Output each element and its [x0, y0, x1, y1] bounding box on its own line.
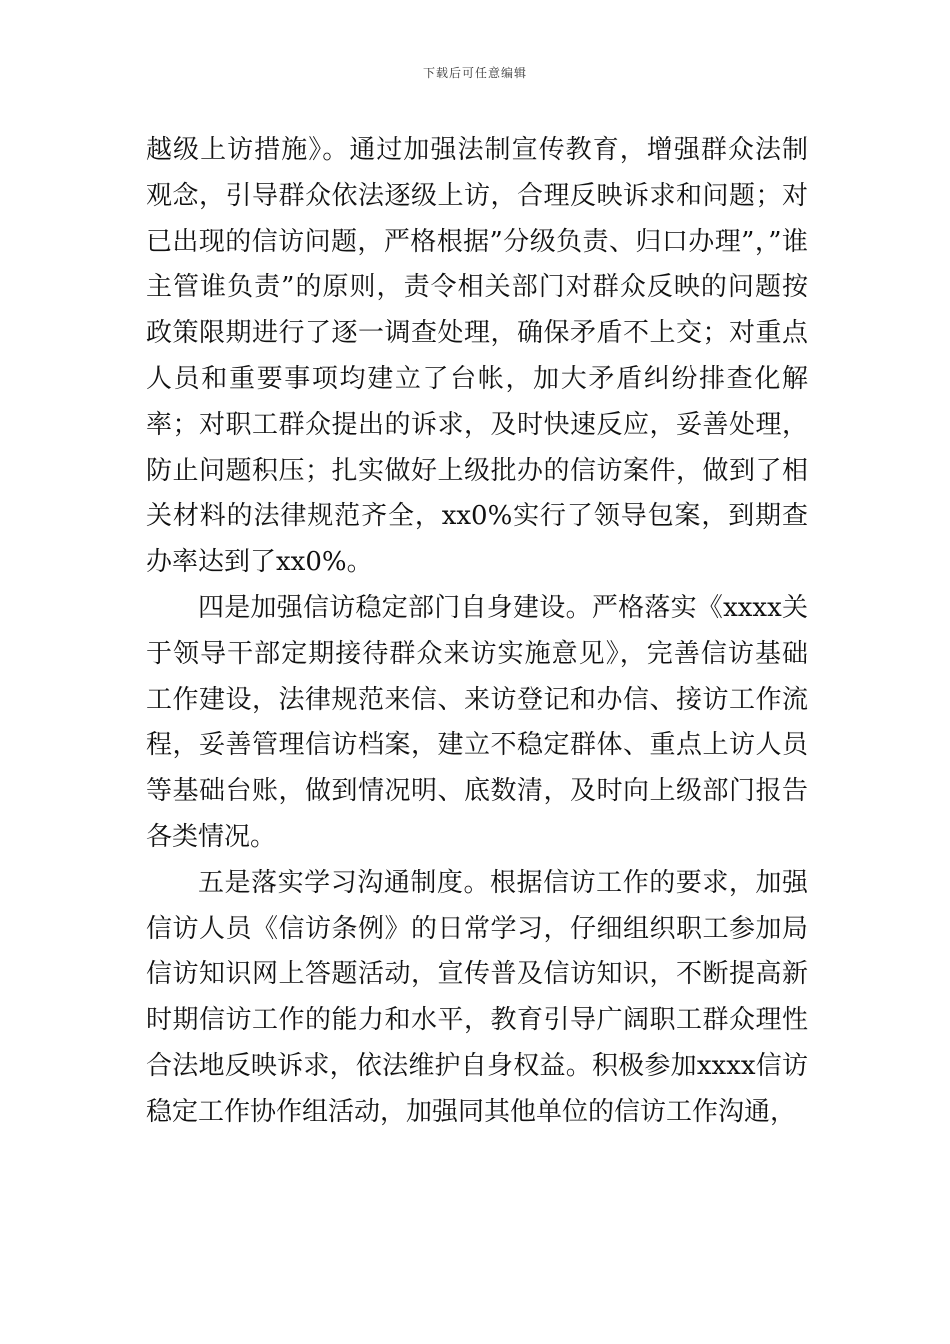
document-body [146, 128, 808, 1136]
paragraph-section-four: 四是加强信访稳定部门自身建设。严格落实《xxxx关于领导干部定期接待群众来访实施意见》，完善信访基础工作建设，法律规范来信、来访登记和办信、接访工作流程，妥善管理信访档案，建立不稳定群体、重点上访人员等基础台账，做到情况明、底数清，及时向上级部门报告各类情况。 [146, 592, 808, 852]
page-header: 下载后可任意编辑 [422, 66, 527, 80]
paragraph-section-five: 五是落实学习沟通制度。根据信访工作的要求，加强信访人员《信访条例》的日常学习，仔细组织职工参加局信访知识网上答题活动，宣传普及信访知识，不断提高新时期信访工作的能力和水平，教育引导广阔职工群众理性合法地反映诉求，依法维护自身权益。积极参加xxxx信访稳定工作协作组活动，加强同其他单位的信访工作沟通， [146, 867, 808, 1127]
paragraph-continuation: 越级上访措施》。通过加强法制宣传教育，增强群众法制观念，引导群众依法逐级上访，合理反映诉求和问题；对已出现的信访问题，严格根据”分级负责、归口办理”，”谁主管谁负责”的原则，责令相关部门对群众反映的问题按政策限期进行了逐一调查处理，确保矛盾不上交；对重点人员和重要事项均建立了台帐，加大矛盾纠纷排查化解率；对职工群众提出的诉求，及时快速反应，妥善处理，防止问题积压；扎实做好上级批办的信访案件，做到了相关材料的法律规范齐全，xx0%实行了领导包案，到期查办率达到了xx0%。 [146, 135, 808, 578]
